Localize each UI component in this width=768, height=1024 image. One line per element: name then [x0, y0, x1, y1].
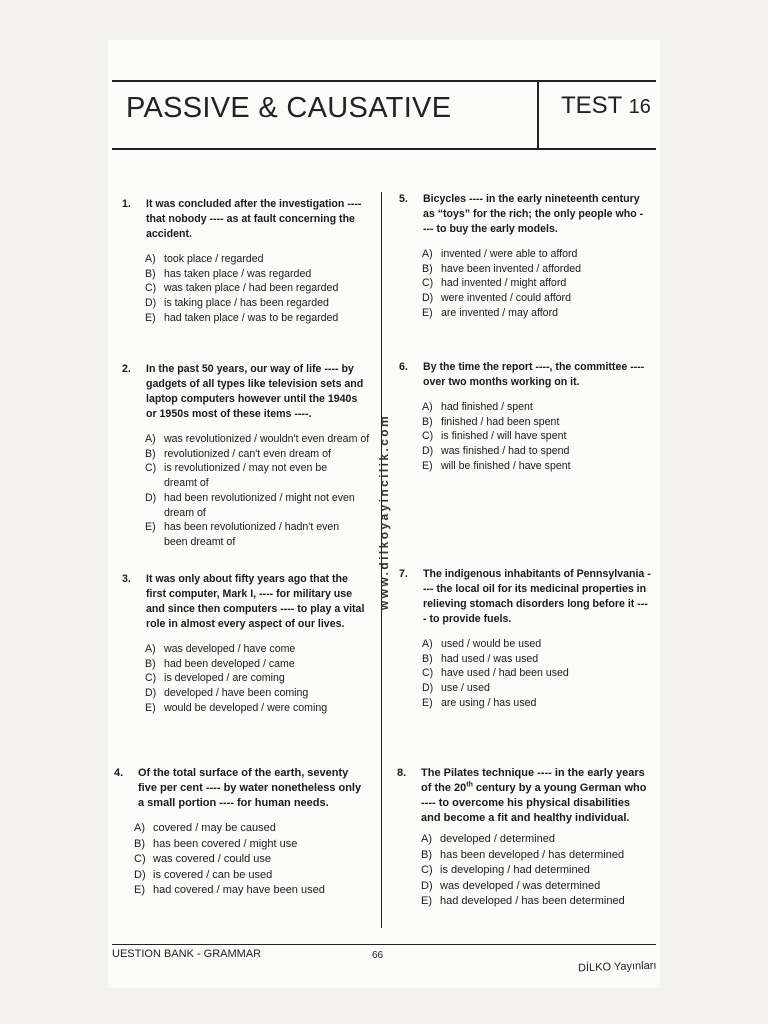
- question-stem: [122, 572, 370, 632]
- option-letter: A): [134, 822, 145, 834]
- option-e[interactable]: [145, 311, 370, 326]
- option-text: have used / had been used: [441, 667, 569, 680]
- option-text: has been covered / might use: [153, 837, 298, 850]
- option-text: use / used: [441, 682, 490, 695]
- option-letter: E): [421, 895, 432, 907]
- option-text: covered / may be caused: [153, 822, 276, 834]
- option-b[interactable]: [145, 267, 370, 282]
- option-b[interactable]: [145, 447, 370, 462]
- test-label-text: TEST: [561, 92, 622, 119]
- option-letter: B): [422, 262, 433, 275]
- option-text: would be developed / were coming: [164, 701, 328, 714]
- option-letter: C): [134, 853, 146, 865]
- option-letter: C): [422, 667, 434, 680]
- superscript: th: [466, 781, 473, 789]
- footer-rule: [112, 944, 656, 945]
- option-b[interactable]: [422, 415, 645, 430]
- question-stem: [397, 766, 651, 826]
- option-letter: A): [422, 401, 433, 413]
- option-letter: D): [422, 292, 434, 305]
- option-a[interactable]: [145, 252, 370, 267]
- question-number: 5.: [399, 193, 408, 205]
- option-text: had finished / spent: [441, 401, 533, 413]
- question-stem: [399, 360, 645, 390]
- option-text: were invented / could afford: [441, 292, 571, 305]
- option-letter: D): [145, 491, 157, 504]
- option-list: [122, 432, 370, 550]
- option-letter: A): [145, 433, 156, 445]
- watermark: [377, 392, 391, 632]
- option-e[interactable]: [422, 306, 645, 321]
- option-letter: C): [421, 864, 433, 876]
- option-c[interactable]: [422, 666, 651, 681]
- question-number: 3.: [122, 573, 131, 585]
- option-letter: C): [422, 430, 434, 443]
- option-letter: C): [145, 282, 157, 295]
- option-text: revolutionized / can't even dream of: [164, 447, 331, 460]
- option-letter: E): [145, 521, 156, 534]
- option-letter: E): [145, 701, 156, 714]
- option-text: was taken place / had been regarded: [164, 282, 339, 295]
- option-list: [122, 642, 370, 716]
- option-b[interactable]: [422, 262, 645, 277]
- question-stem: [114, 766, 368, 811]
- option-text: will be finished / have spent: [441, 459, 571, 472]
- question-1: [122, 197, 370, 326]
- question-text: It was only about fifty years ago that the first computer, Mark I, ---- for military use and since then computers ---- to play a vital role in almost every aspect of our lives.: [146, 573, 365, 630]
- question-2: [122, 362, 370, 550]
- option-letter: E): [422, 306, 433, 319]
- option-d[interactable]: [421, 879, 651, 895]
- option-text: has taken place / was regarded: [164, 267, 312, 280]
- option-b[interactable]: [421, 848, 651, 864]
- option-letter: A): [145, 253, 156, 265]
- option-letter: D): [134, 868, 146, 881]
- footer-book-title: UESTION BANK - GRAMMAR: [112, 948, 262, 960]
- option-text: invented / were able to afford: [441, 248, 578, 260]
- option-letter: D): [421, 879, 433, 892]
- question-number: 1.: [122, 198, 131, 210]
- option-letter: B): [145, 447, 156, 460]
- question-7: [399, 567, 651, 711]
- question-4: [114, 766, 368, 899]
- option-letter: B): [422, 652, 433, 665]
- option-text: had used / was used: [441, 652, 539, 665]
- option-text: had covered / may have been used: [153, 884, 325, 896]
- option-letter: D): [145, 297, 157, 310]
- question-text: Bicycles ---- in the early nineteenth century as “toys” for the rich; the only people who ---- to buy the early models.: [423, 193, 644, 235]
- option-text: is covered / can be used: [153, 868, 273, 881]
- option-text: is taking place / has been regarded: [164, 297, 329, 310]
- page-number: 66: [372, 950, 384, 961]
- option-letter: D): [422, 445, 434, 458]
- option-letter: B): [145, 657, 156, 670]
- option-text: developed / have been coming: [164, 687, 309, 700]
- option-e[interactable]: [422, 459, 645, 474]
- option-a[interactable]: [145, 432, 370, 447]
- option-e[interactable]: [145, 520, 354, 549]
- option-text: used / would be used: [441, 638, 542, 650]
- option-d[interactable]: [145, 491, 364, 520]
- question-number: 7.: [399, 568, 408, 580]
- option-letter: C): [145, 672, 157, 685]
- option-e[interactable]: [421, 894, 651, 910]
- option-letter: E): [422, 696, 433, 709]
- option-text: is finished / will have spent: [441, 430, 567, 443]
- option-text: is developing / had determined: [440, 864, 590, 876]
- option-list: [122, 252, 370, 326]
- question-text: In the past 50 years, our way of life ---- by gadgets of all types like television sets and laptop computers however until the 1940s or 1950s most of these items ----.: [146, 363, 364, 420]
- option-a[interactable]: [422, 247, 645, 262]
- option-letter: C): [145, 462, 157, 475]
- question-text-part2: century by a young German who ---- to overcome his physical disabilities and become a fit and healthy individual.: [421, 782, 647, 824]
- option-letter: B): [145, 267, 156, 280]
- option-b[interactable]: [134, 837, 368, 853]
- option-list: [399, 637, 651, 711]
- option-d[interactable]: [145, 296, 370, 311]
- option-text: took place / regarded: [164, 253, 264, 265]
- option-list: [397, 832, 651, 910]
- option-text: is developed / are coming: [164, 672, 285, 685]
- question-text: It was concluded after the investigation ---- that nobody ---- as at fault concerning the accident.: [146, 198, 362, 240]
- option-text: had taken place / was to be regarded: [164, 311, 339, 324]
- option-c[interactable]: [134, 852, 368, 868]
- option-letter: D): [145, 687, 157, 700]
- option-letter: B): [422, 415, 433, 428]
- option-e[interactable]: [422, 696, 651, 711]
- option-text: has been revolutionized / hadn't even been dreamt of: [164, 521, 340, 548]
- option-b[interactable]: [422, 652, 651, 667]
- question-stem: [399, 567, 651, 627]
- option-e[interactable]: [145, 701, 370, 716]
- question-text: By the time the report ----, the committee ---- over two months working on it.: [423, 361, 645, 388]
- option-text: had been developed / came: [164, 657, 295, 670]
- test-label: [561, 92, 651, 120]
- question-stem: [399, 192, 645, 237]
- option-d[interactable]: [422, 681, 651, 696]
- publisher-name: DİLKO Yayınları: [577, 959, 657, 975]
- option-d[interactable]: [134, 868, 368, 884]
- question-number: 4.: [114, 767, 124, 779]
- option-c[interactable]: [145, 281, 370, 296]
- option-b[interactable]: [145, 657, 370, 672]
- option-letter: A): [421, 833, 432, 845]
- option-letter: B): [134, 837, 145, 850]
- question-stem: [122, 197, 370, 242]
- option-text: developed / determined: [440, 833, 555, 845]
- question-text: The indigenous inhabitants of Pennsylvania ---- the local oil for its medicinal properties in relieving stomach disorders long before it ---- to provide fuels.: [423, 568, 651, 625]
- option-list: [399, 247, 645, 321]
- option-text: have been invented / afforded: [441, 262, 581, 275]
- option-text: was revolutionized / wouldn't even dream of: [164, 433, 370, 445]
- option-e[interactable]: [134, 883, 368, 899]
- option-c[interactable]: [422, 276, 645, 291]
- option-a[interactable]: [422, 400, 645, 415]
- page-title: PASSIVE & CAUSATIVE: [126, 92, 452, 124]
- option-letter: B): [421, 848, 432, 861]
- option-text: are using / has used: [441, 696, 537, 709]
- option-text: had developed / has been determined: [440, 895, 625, 907]
- option-d[interactable]: [422, 444, 645, 459]
- option-a[interactable]: [422, 637, 651, 652]
- option-letter: A): [422, 638, 433, 650]
- header-bottom-rule: [112, 148, 656, 150]
- option-letter: E): [145, 311, 156, 324]
- question-number: 8.: [397, 767, 407, 779]
- option-text: was developed / was determined: [440, 879, 601, 892]
- option-text: had been revolutionized / might not even dream of: [164, 491, 355, 519]
- option-list: [399, 400, 645, 474]
- option-a[interactable]: [145, 642, 370, 657]
- question-3: [122, 572, 370, 716]
- option-letter: E): [422, 459, 433, 472]
- option-text: was covered / could use: [153, 853, 272, 865]
- header-divider: [537, 80, 539, 150]
- option-list: [114, 821, 368, 899]
- option-letter: C): [422, 277, 434, 290]
- option-c[interactable]: [145, 461, 354, 490]
- option-letter: A): [422, 248, 433, 260]
- option-d[interactable]: [145, 686, 370, 701]
- question-number: 2.: [122, 363, 131, 375]
- question-5: [399, 192, 645, 321]
- watermark-text: www.dilkoyayincilik.com: [377, 413, 391, 611]
- question-8: [397, 766, 651, 910]
- option-a[interactable]: [421, 832, 651, 848]
- option-c[interactable]: [421, 863, 651, 879]
- question-text-part1: The Pilates technique ---- in the early years of the 20: [421, 767, 645, 794]
- question-text: Of the total surface of the earth, seventy five per cent ---- by water nonetheless only a small portion ---- for human needs.: [138, 767, 362, 809]
- header-top-rule: [112, 80, 656, 82]
- option-text: are invented / may afford: [441, 306, 558, 319]
- option-text: finished / had been spent: [441, 415, 560, 428]
- option-letter: E): [134, 884, 145, 896]
- option-c[interactable]: [145, 671, 370, 686]
- option-text: was developed / have come: [164, 643, 296, 655]
- test-number: 16: [628, 96, 651, 118]
- option-letter: A): [145, 643, 156, 655]
- option-d[interactable]: [422, 291, 645, 306]
- question-stem: [122, 362, 370, 422]
- option-text: had invented / might afford: [441, 277, 567, 290]
- option-text: was finished / had to spend: [441, 445, 570, 458]
- option-a[interactable]: [134, 821, 368, 837]
- question-6: [399, 360, 645, 474]
- option-letter: D): [422, 682, 434, 695]
- option-c[interactable]: [422, 429, 645, 444]
- option-text: is revolutionized / may not even be dreamt of: [164, 462, 328, 490]
- option-text: has been developed / has determined: [440, 848, 625, 861]
- question-number: 6.: [399, 361, 408, 373]
